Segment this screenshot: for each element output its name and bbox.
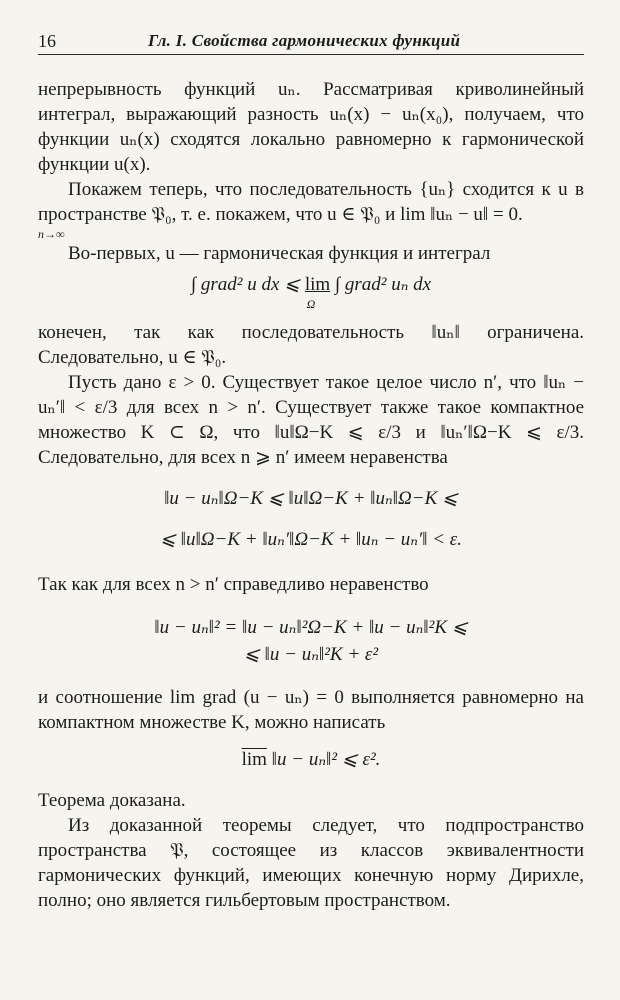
inequality-line-1: ‖u − uₙ‖Ω−K ⩽ ‖u‖Ω−K + ‖uₙ‖Ω−K ⩽ (164, 488, 458, 509)
norm-equation-line-2: ⩽ ‖u − uₙ‖²K + ε² (243, 644, 379, 665)
final-lim: $\overline{lim}$ (241, 749, 267, 770)
paragraph-9: Из доказанной теоремы следует, что подпространство пространства 𝔓, состоящее из классов эквивалентности гармонических функций, имеющих конечную норму Дирихле, полно; оно является гильбертовым пространством. (38, 815, 584, 911)
paragraph-5: Пусть дано ε > 0. Существует такое целое число n′, что ‖uₙ − uₙ′‖ < ε/3 для всех n > n′. Существует также такое компактное множество K ⊂ Ω, что ‖u‖Ω−K ⩽ ε/3 и ‖uₙ′‖Ω−K ⩽ ε/3. Следовательно, для всех n ⩾ n′ имеем неравенства (38, 372, 584, 468)
integral-lim: lim (304, 274, 331, 295)
integral-left: ∫ grad² u dx ⩽ (190, 274, 301, 295)
integral-right: ∫ grad² uₙ dx (334, 274, 432, 295)
final-rest: ‖u − uₙ‖² ⩽ ε². (271, 749, 381, 770)
page-number: 16 (38, 31, 56, 51)
paragraph-1: непрерывность функций uₙ. Рассматривая криволинейный интеграл, выражающий разность uₙ(x) − uₙ(x₀), получаем, что функции uₙ(x) сходятся локально равномерно к гармонической функции u(x). (38, 79, 584, 175)
inequality-line-2: ⩽ ‖u‖Ω−K + ‖uₙ′‖Ω−K + ‖uₙ − uₙ′‖ < ε. (159, 529, 463, 550)
chapter-title: Гл. I. Свойства гармонических функций (148, 31, 461, 50)
paragraph-6: Так как для всех n > n′ справедливо неравенство (38, 574, 429, 595)
limit-subscript: n→∞ (38, 227, 65, 241)
integral-domain: Ω (306, 297, 316, 311)
paragraph-7: и соотношение lim grad (u − uₙ) = 0 выполняется равномерно на компактном множестве K, можно написать (38, 687, 584, 733)
running-header (38, 30, 584, 55)
paragraph-2: Покажем теперь, что последовательность {uₙ} сходится к u в пространстве 𝔓₀, т. е. покажем, что u ∈ 𝔓₀ и lim ‖uₙ − u‖ = 0. (38, 179, 584, 225)
norm-equation-line-1: ‖u − uₙ‖² = ‖u − uₙ‖²Ω−K + ‖u − uₙ‖²K ⩽ (154, 617, 468, 638)
integral-inequality (38, 272, 584, 310)
paragraph-8: Теорема доказана. (38, 790, 186, 811)
page-body (38, 77, 584, 913)
paragraph-4: конечен, так как последовательность ‖uₙ‖ ограничена. Следовательно, u ∈ 𝔓₀. (38, 322, 584, 368)
paragraph-3: Во-первых, u — гармоническая функция и интеграл (68, 243, 491, 264)
final-limit-inequality (38, 747, 584, 772)
